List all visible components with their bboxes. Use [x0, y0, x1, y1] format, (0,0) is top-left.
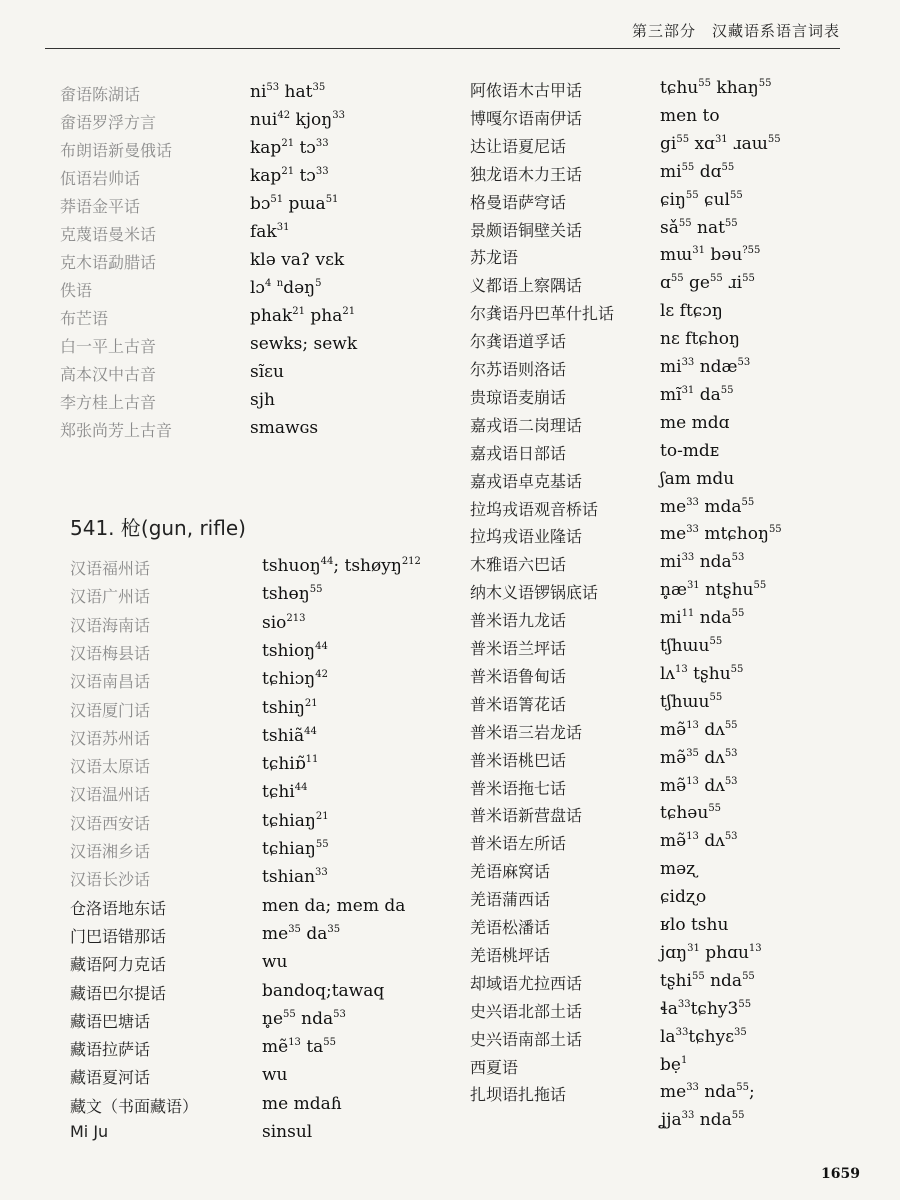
entry-row: [70, 924, 450, 950]
language-name: 普米语左所话: [470, 834, 567, 854]
entry-row: [470, 218, 870, 244]
language-name: 佚语: [60, 281, 93, 300]
word-form: məʐ: [660, 859, 697, 880]
word-form: $me^{35}$ $da^{35}$: [262, 923, 341, 944]
word-form: men to: [660, 105, 720, 126]
word-form: $gi^{55}$ xɑ$^{31}$ ɹaɯ$^{55}$: [660, 133, 781, 154]
word-form: ʃam mdu: [660, 468, 735, 489]
language-name: 羌语蒲西话: [470, 890, 551, 910]
entry-row: [60, 278, 440, 304]
language-name: 拉坞戎语业隆话: [470, 527, 583, 547]
language-name: 达让语夏尼话: [470, 136, 567, 156]
entry-row: [470, 692, 870, 718]
word-form: $mi^{55}$ dɑ$^{55}$: [660, 161, 735, 182]
entry-row: [470, 524, 870, 550]
word-form: mə̃$^{13}$ dʌ$^{53}$: [660, 775, 738, 796]
word-form: sewks; sewk: [250, 334, 358, 354]
entry-row: [70, 867, 450, 893]
entry-row: [470, 106, 870, 132]
language-name: 史兴语北部土话: [470, 1001, 583, 1021]
language-name: 普米语兰坪话: [470, 639, 567, 658]
entry-row: [470, 831, 870, 857]
entry-row: [70, 1122, 450, 1148]
entry-row: [470, 245, 870, 271]
language-name: 汉语苏州话: [70, 728, 151, 748]
entry-row: [70, 839, 450, 865]
page-header: [45, 8, 840, 49]
language-name: 汉语海南话: [70, 615, 151, 635]
word-form: to-mdᴇ: [660, 440, 720, 461]
word-form: mə̃$^{13}$ dʌ$^{53}$: [660, 831, 738, 852]
word-form: mɯ$^{31}$ bəu$^{?55}$: [660, 245, 761, 266]
entry-row: [470, 385, 870, 411]
language-name: 景颇语铜壁关话: [470, 220, 583, 240]
word-form: klə vaʔ vɛk: [250, 250, 345, 270]
language-name: 藏文（书面藏语）: [70, 1096, 199, 1116]
entry-row: [470, 1027, 870, 1053]
language-name: 克蔑语曼米话: [60, 225, 157, 244]
word-form: tshioŋ$^{44}$: [262, 640, 328, 661]
language-name: 羌语麻窝话: [470, 862, 551, 882]
language-name: 汉语福州话: [70, 559, 151, 578]
language-name: 阿侬语木古甲话: [470, 81, 583, 100]
entry-row: [60, 306, 440, 332]
word-form: lʌ$^{13}$ tʂhu$^{55}$: [660, 663, 744, 684]
word-form: sio$^{213}$: [262, 612, 306, 633]
entry-row: [470, 943, 870, 969]
word-form: phak$^{21}$ pha$^{21}$: [250, 306, 356, 326]
entry-row: [470, 664, 870, 690]
entry-row: [470, 162, 870, 188]
entry-row: [70, 1094, 450, 1120]
entry-row: [470, 915, 870, 941]
language-name: 藏语拉萨话: [70, 1040, 151, 1060]
language-name: 莽语金平话: [60, 197, 141, 216]
word-form: tɕhiɒ̃$^{11}$: [262, 754, 319, 775]
word-form: $ɬa^{33}tɕhy3^{55}$: [660, 998, 752, 1019]
entry-row: [70, 726, 450, 752]
entry-row: [470, 887, 870, 913]
entry-row: [470, 78, 870, 104]
word-form: tɕhiɔŋ$^{42}$: [262, 669, 328, 690]
entry-row: [70, 584, 450, 610]
entry-row: [70, 1065, 450, 1091]
entry-row: [470, 441, 870, 467]
language-name: 羌语桃坪话: [470, 945, 551, 965]
word-form: tɕhiaŋ$^{21}$: [262, 810, 329, 831]
word-form: me mdɑ: [660, 412, 730, 433]
language-name: 畲语罗浮方言: [60, 113, 157, 132]
language-name: 拉坞戎语观音桥话: [470, 499, 599, 519]
word-form: lɛ ftɕɔŋ: [660, 301, 723, 322]
language-name: 普米语九龙话: [470, 611, 567, 631]
entry-row: [470, 971, 870, 997]
entry-row: [470, 748, 870, 774]
language-name: 藏语巴塘话: [70, 1011, 151, 1031]
entry-row: [470, 608, 870, 634]
page-number: 1659: [821, 1166, 860, 1182]
language-name: 尔龚语丹巴革什扎话: [470, 304, 615, 324]
entry-row: [470, 803, 870, 829]
word-form: tʃhɯu$^{55}$: [660, 636, 723, 656]
word-form: ʁlo tshu: [660, 915, 729, 935]
word-form: tʃhɯu$^{55}$: [660, 691, 723, 712]
word-form: ɕiŋ$^{55}$ ɕul$^{55}$: [660, 189, 743, 210]
word-form: sĩɛu: [250, 362, 284, 382]
word-form: nɛ ftɕhoŋ: [660, 329, 740, 350]
entry-row: [70, 896, 450, 922]
entry-row: [60, 418, 440, 444]
entry-row: [470, 859, 870, 885]
language-name: 汉语厦门话: [70, 700, 151, 720]
word-form: bɔ$^{51}$ pɯa$^{51}$: [250, 194, 339, 214]
language-name: 郑张尚芳上古音: [60, 421, 173, 440]
word-form: ʝja$^{33}$ nda$^{55}$: [660, 1110, 745, 1131]
word-form: $mi^{33}$ ndæ$^{53}$: [660, 357, 751, 377]
language-name: 纳木义语锣锅底话: [470, 583, 599, 603]
word-form: mẽ$^{13}$ $ta^{55}$: [262, 1037, 337, 1058]
language-name: 贵琼语麦崩话: [470, 387, 567, 407]
entry-row: [470, 497, 870, 523]
word-form: mə̃$^{35}$ dʌ$^{53}$: [660, 747, 738, 768]
language-name: 藏语阿力克话: [70, 955, 167, 975]
section-heading: 541. 枪(gun, rifle): [70, 516, 246, 540]
language-name: 畲语陈湖话: [60, 85, 141, 104]
entry-row: [60, 82, 440, 108]
entry-row: [60, 390, 440, 416]
entry-row: [470, 636, 870, 662]
language-name: 史兴语南部土话: [470, 1029, 583, 1049]
language-name: 白一平上古音: [60, 337, 157, 356]
word-form: $me^{33}$ nda$^{55}$;: [660, 1082, 755, 1103]
word-form: sinsul: [262, 1122, 313, 1142]
language-name: 门巴语错那话: [70, 926, 167, 946]
entry-row: [60, 110, 440, 136]
word-form: bẹ$^1$: [660, 1054, 688, 1075]
entry-row: [470, 357, 870, 383]
word-form: tshuoŋ$^{44}$; tshøyŋ$^{212}$: [262, 556, 421, 576]
language-name: 博嘎尔语南伊话: [470, 108, 583, 128]
language-name: 尔苏语则洛话: [470, 360, 567, 379]
entry-row: [470, 1055, 870, 1081]
entry-row: [470, 999, 870, 1025]
word-form: ɑ$^{55}$ $ge^{55}$ ɹi$^{55}$: [660, 273, 755, 294]
entry-row: [470, 720, 870, 746]
word-form: bandoq;tawaq: [262, 980, 385, 1001]
entry-row: [70, 811, 450, 837]
word-form: tɕhu$^{55}$ khaŋ$^{55}$: [660, 78, 772, 98]
word-form: $n̥æ^{31}$ ntʂhu$^{55}$: [660, 580, 767, 601]
language-name: 藏语巴尔提话: [70, 983, 167, 1003]
word-form: me mdaɦ: [262, 1093, 342, 1114]
word-form: $la^{33}tɕhyɛ^{35}$: [660, 1026, 747, 1047]
language-name: 嘉戎语日部话: [470, 443, 567, 463]
language-name: 羌语松潘话: [470, 918, 551, 937]
word-form: kap$^{21}$ tɔ$^{33}$: [250, 138, 329, 158]
language-name: 汉语梅县话: [70, 643, 151, 663]
language-name: 普米语拖七话: [470, 778, 567, 798]
entry-row: [60, 222, 440, 248]
language-name: 汉语长沙话: [70, 870, 151, 890]
word-form: tɕhiaŋ$^{55}$: [262, 839, 329, 859]
entry-row: [70, 754, 450, 780]
word-form: tɕhi$^{44}$: [262, 782, 308, 803]
entry-row: [470, 413, 870, 439]
language-name: 布朗语新曼俄话: [60, 141, 173, 160]
entry-row: [60, 194, 440, 220]
language-name: 藏语夏河话: [70, 1068, 151, 1088]
entry-row: [470, 273, 870, 299]
entry-row: [470, 190, 870, 216]
entry-row: [70, 782, 450, 808]
language-name: 苏龙语: [470, 248, 519, 268]
entry-row: [470, 329, 870, 355]
word-form: men da; mem da: [262, 895, 406, 916]
language-name: 汉语西安话: [70, 813, 151, 833]
language-name: 却域语尤拉西话: [470, 973, 583, 993]
word-form: lɔ$^4$ $^n$dəŋ$^5$: [250, 278, 322, 298]
language-name: 高本汉中古音: [60, 365, 157, 384]
language-name: 汉语南昌话: [70, 672, 151, 692]
word-form: tɕhəu$^{55}$: [660, 803, 722, 824]
language-name: 李方桂上古音: [60, 393, 157, 412]
entry-row: [470, 1110, 870, 1136]
language-name: 义都语上察隅话: [470, 276, 583, 296]
language-name: 普米语新营盘话: [470, 806, 583, 826]
entry-row: [70, 669, 450, 695]
entry-row: [60, 250, 440, 276]
entry-row: [470, 580, 870, 606]
language-name: 普米语三岩龙话: [470, 722, 583, 742]
entry-row: [70, 613, 450, 639]
language-name: 普米语箐花话: [470, 694, 567, 714]
language-name: 汉语太原话: [70, 757, 151, 777]
word-form: $mĩ^{31}$ $da^{55}$: [660, 384, 734, 405]
language-name: 扎坝语扎拖话: [470, 1085, 567, 1105]
language-name: 嘉戎语卓克基话: [470, 471, 583, 491]
word-form: tʂhi$^{55}$ nda$^{55}$: [660, 970, 755, 991]
word-form: fak$^{31}$: [250, 222, 290, 242]
entry-row: [470, 134, 870, 160]
word-form: $mi^{11}$ nda$^{55}$: [660, 608, 745, 629]
entry-row: [60, 138, 440, 164]
word-form: $sǎ^{55}$ nat$^{55}$: [660, 217, 738, 238]
language-name: 普米语鲁甸话: [470, 666, 567, 686]
entry-row: [70, 1009, 450, 1035]
entry-row: [470, 552, 870, 578]
entry-row: [60, 166, 440, 192]
language-name: 格曼语萨穹话: [470, 192, 567, 212]
entry-row: [470, 776, 870, 802]
word-form: $me^{33}$ mtɕhoŋ$^{55}$: [660, 524, 782, 545]
word-form: tshiŋ$^{21}$: [262, 697, 318, 718]
language-name: 木雅语六巴话: [470, 555, 567, 575]
entry-row: [70, 981, 450, 1007]
word-form: $n̥e^{55}$ nda$^{53}$: [262, 1008, 346, 1029]
language-name: 佤语岩帅话: [60, 169, 141, 188]
language-name: 仓洛语地东话: [70, 898, 167, 918]
word-form: $mi^{33}$ nda$^{53}$: [660, 552, 745, 573]
language-name: 汉语湘乡话: [70, 842, 151, 861]
running-title: 第三部分 汉藏语系语言词表: [631, 22, 840, 40]
language-name: Mi Ju: [70, 1122, 109, 1141]
entry-row: [470, 301, 870, 327]
entry-row: [70, 1037, 450, 1063]
word-form: tshiã$^{44}$: [262, 725, 317, 746]
word-form: nui$^{42}$ kjoŋ$^{33}$: [250, 110, 345, 130]
word-form: $ni^{53}$ hat$^{35}$: [250, 82, 326, 102]
word-form: kap$^{21}$ tɔ$^{33}$: [250, 166, 329, 186]
word-form: tshɵŋ$^{55}$: [262, 584, 323, 605]
language-name: 西夏语: [470, 1057, 519, 1077]
language-name: 克木语勐腊话: [60, 253, 157, 272]
language-name: 尔龚语道孚话: [470, 332, 567, 352]
entry-row: [60, 362, 440, 388]
entry-row: [60, 334, 440, 360]
word-form: $me^{33}$ mda$^{55}$: [660, 496, 755, 517]
language-name: 布芒语: [60, 309, 109, 328]
entry-row: [470, 1082, 870, 1108]
language-name: 独龙语木力王话: [470, 164, 583, 184]
entry-row: [70, 952, 450, 978]
language-name: 汉语广州话: [70, 587, 151, 607]
language-name: 普米语桃巴话: [470, 750, 567, 770]
language-name: 汉语温州话: [70, 785, 151, 805]
word-form: jɑŋ$^{31}$ phɑu$^{13}$: [660, 942, 762, 963]
entry-row: [70, 556, 450, 582]
word-form: smawɢs: [250, 418, 319, 438]
word-form: wu: [262, 1065, 288, 1086]
word-form: mə̃$^{13}$ dʌ$^{55}$: [660, 719, 738, 740]
entry-row: [470, 469, 870, 495]
word-form: sjh: [250, 390, 275, 410]
word-form: wu: [262, 952, 288, 973]
entry-row: [70, 641, 450, 667]
word-form: tshian$^{33}$: [262, 867, 328, 888]
word-form: ɕidʐo: [660, 887, 707, 908]
entry-row: [70, 698, 450, 724]
language-name: 嘉戎语二岗理话: [470, 415, 583, 435]
